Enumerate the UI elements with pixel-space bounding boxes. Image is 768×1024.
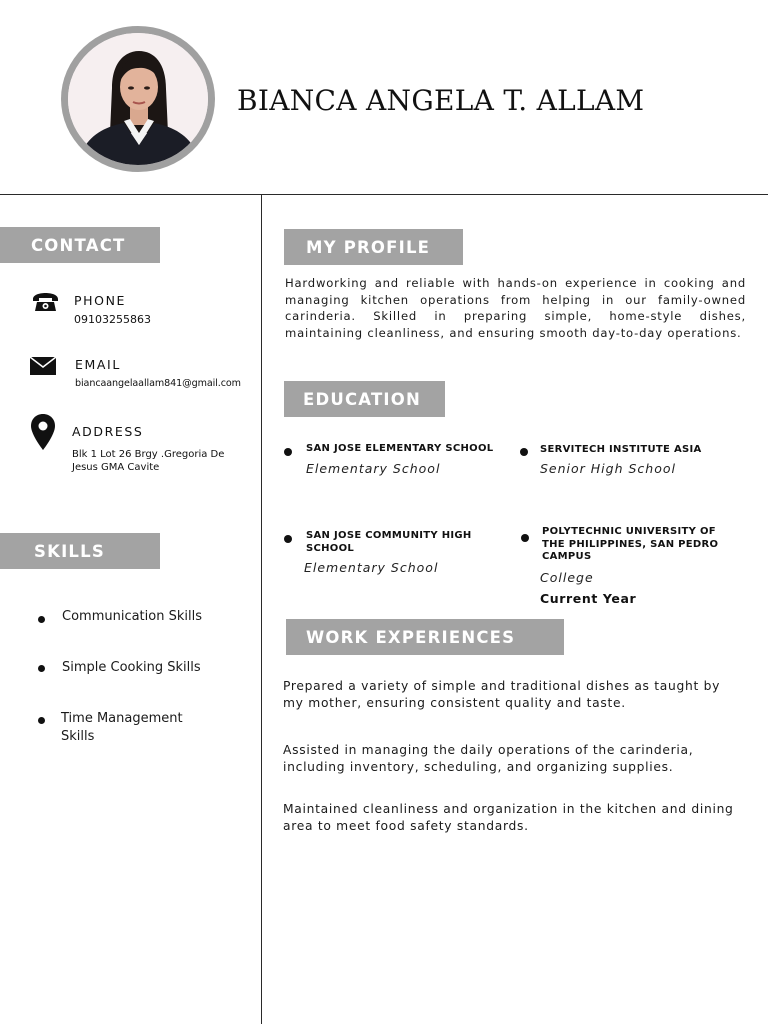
profile-heading: MY PROFILE (284, 229, 463, 265)
address-label: ADDRESS (72, 424, 144, 439)
skills-heading: SKILLS (0, 533, 160, 569)
work-item: Assisted in managing the daily operations of the carinderia, including inventory, scheduling, and organizing supplies. (283, 743, 694, 774)
contact-heading: CONTACT (0, 227, 160, 263)
education-bullet (284, 448, 292, 456)
profile-summary: Hardworking and reliable with hands-on experience in cooking and managing kitchen operations from helping in our family-owned carinderia. Skilled in preparing simple, home-style dishes, maintaining cleanliness, and ensuring smooth day-to-day operations. (285, 276, 746, 340)
skill-bullet (38, 717, 45, 724)
education-level: Senior High School (540, 461, 676, 476)
email-value: biancaangelaallam841@gmail.com (75, 378, 241, 389)
education-level: Elementary School (304, 560, 439, 575)
location-pin-icon (31, 414, 55, 450)
education-bullet (520, 448, 528, 456)
phone-value: 09103255863 (74, 313, 151, 326)
education-school: SAN JOSE ELEMENTARY SCHOOL (306, 443, 494, 454)
work-heading: WORK EXPERIENCES (286, 619, 564, 655)
envelope-icon (30, 357, 56, 375)
work-item: Prepared a variety of simple and traditional dishes as taught by my mother, ensuring consistent quality and taste. (283, 679, 721, 710)
education-school: SAN JOSE COMMUNITY HIGH SCHOOL (306, 530, 472, 554)
skill-item: Simple Cooking Skills (62, 660, 201, 675)
address-value: Blk 1 Lot 26 Brgy .Gregoria De Jesus GMA Cavite (72, 449, 225, 473)
full-name: BIANCA ANGELA T. ALLAM (237, 84, 645, 117)
education-bullet (521, 534, 529, 542)
education-level: Elementary School (306, 461, 441, 476)
education-school: POLYTECHNIC UNIVERSITY OF THE PHILIPPINES, SAN PEDRO CAMPUS (542, 526, 719, 562)
education-heading: EDUCATION (284, 381, 445, 417)
education-level: College (540, 570, 594, 585)
skill-bullet (38, 616, 45, 623)
profile-photo (68, 33, 208, 165)
education-status: Current Year (540, 591, 637, 606)
education-school: SERVITECH INSTITUTE ASIA (540, 444, 702, 455)
skill-bullet (38, 665, 45, 672)
work-item: Maintained cleanliness and organization in the kitchen and dining area to meet food safety standards. (283, 802, 734, 833)
phone-label: PHONE (74, 293, 127, 308)
column-divider (261, 194, 262, 1024)
header-divider (0, 194, 768, 195)
skill-item: Time Management Skills (61, 711, 183, 744)
education-bullet (284, 535, 292, 543)
phone-icon (31, 292, 60, 312)
email-label: EMAIL (75, 357, 121, 372)
skill-item: Communication Skills (62, 609, 202, 624)
